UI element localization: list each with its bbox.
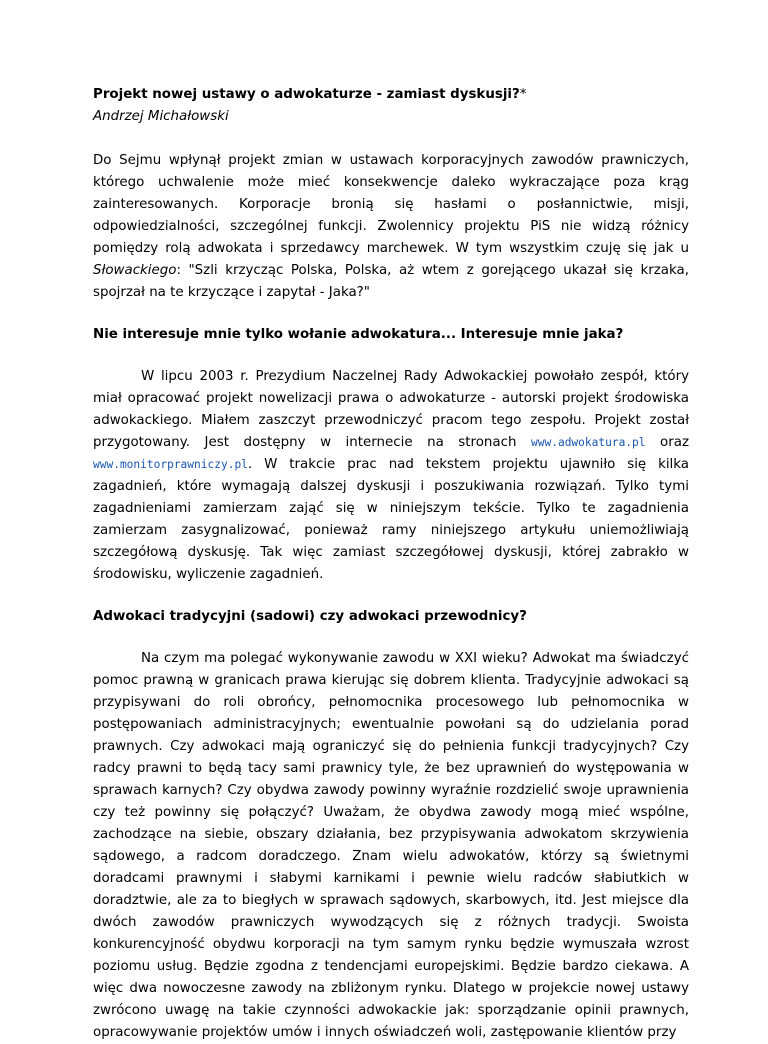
link-adwokatura[interactable]: www.adwokatura.pl	[531, 436, 646, 449]
article-title	[93, 84, 689, 106]
article-author: Andrzej Michałowski	[93, 109, 229, 124]
intro-name: Słowackiego	[93, 263, 177, 278]
para2-text-2: oraz	[645, 435, 689, 450]
link-monitorprawniczy[interactable]: www.monitorprawniczy.pl	[93, 458, 248, 471]
title-footnote-mark: *	[519, 87, 527, 102]
para2-text-3: . W trakcie prac nad tekstem projektu ujawniło się kilka zagadnień, które wymagają dalszej dyskusji i poszukiwania rozwiązań. Tylko tymi zagadnieniami zamierzam zająć się w niniejszym tekście. Tylko te zagadnienia zamierzam zasygnalizować, ponieważ ramy niniejszego artykułu uniemożliwiają szczegółową dyskusję. Tak więc zamiast szczegółowej dyskusji, której zabrakło w środowisku, wyliczenie zagadnień.	[93, 457, 689, 582]
intro-text-2: : "Szli krzycząc Polska, Polska, aż wtem z gorejącego ukazał się krzaka, spojrzał na te krzyczące i zapytał - Jaka?"	[93, 263, 689, 300]
section-heading-1: Nie interesuje mnie tylko wołanie adwokatura... Interesuje mnie jaka?	[93, 327, 624, 342]
title-text: Projekt nowej ustawy o adwokaturze - zamiast dyskusji?	[93, 87, 520, 102]
section-heading-2: Adwokaci tradycyjni (sadowi) czy adwokaci przewodnicy?	[93, 609, 527, 624]
intro-paragraph	[93, 150, 689, 304]
paragraph-3: Na czym ma polegać wykonywanie zawodu w XXI wieku? Adwokat ma świadczyć pomoc prawną w granicach prawa kierując się dobrem klienta. Tradycyjnie adwokaci są przypisywani do roli obrońcy, pełnomocnika procesowego lub pełnomocnika w postępowaniach administracyjnych; ewentualnie powołani są do udzielania porad prawnych. Czy adwokaci mają ograniczyć się do pełnienia funkcji tradycyjnych? Czy radcy prawni to będą tacy sami prawnicy tyle, że bez uprawnień do występowania w sprawach karnych? Czy obydwa zawody powinny wyraźnie rozdzielić swoje uprawnienia czy też powinny się połączyć? Uważam, że obydwa zawody mogą mieć wspólne, zachodzące na siebie, obszary działania, bez przypisywania adwokatom skrzywienia sądowego, a radcom doradczego. Znam wielu adwokatów, którzy są świetnymi doradcami prawnymi i słabymi karnikami i pewnie wielu radców słabiutkich w doradztwie, ale za to biegłych w sprawach sądowych, skarbowych, itd. Jest miejsce dla dwóch zawodów prawniczych wywodzących się z różnych tradycji. Swoista konkurencyjność obydwu korporacji na tym samym rynku będzie wymuszała wzrost poziomu usług. Będzie zgodna z tendencjami europejskimi. Będzie bardzo ciekawa. A więc dwa nowoczesne zawody na zbliżonym rynku. Dlatego w projekcie nowej ustawy zwrócono uwagę na takie czynności adwokackie jak: sporządzanie opinii prawnych, opracowywanie projektów umów i innych oświadczeń woli, zastępowanie klientów przy	[93, 651, 689, 1040]
para2-text-1: W lipcu 2003 r. Prezydium Naczelnej Rady Adwokackiej powołało zespół, który miał opracować projekt nowelizacji prawa o adwokaturze - autorski projekt środowiska adwokackiego. Miałem zaszczyt przewodniczyć pracom tego zespołu. Projekt został przygotowany. Jest dostępny w internecie na stronach	[93, 369, 689, 450]
paragraph-2	[93, 366, 689, 586]
intro-text-1: Do Sejmu wpłynął projekt zmian w ustawach korporacyjnych zawodów prawniczych, którego uchwalenie może mieć konsekwencje daleko wykraczające poza krąg zainteresowanych. Korporacje bronią się hasłami o posłannictwie, misji, odpowiedzialności, szczególnej funkcji. Zwolennicy projektu PiS nie widzą różnicy pomiędzy rolą adwokata i sprzedawcy marchewek. W tym wszystkim czuję się jak u	[93, 153, 689, 256]
